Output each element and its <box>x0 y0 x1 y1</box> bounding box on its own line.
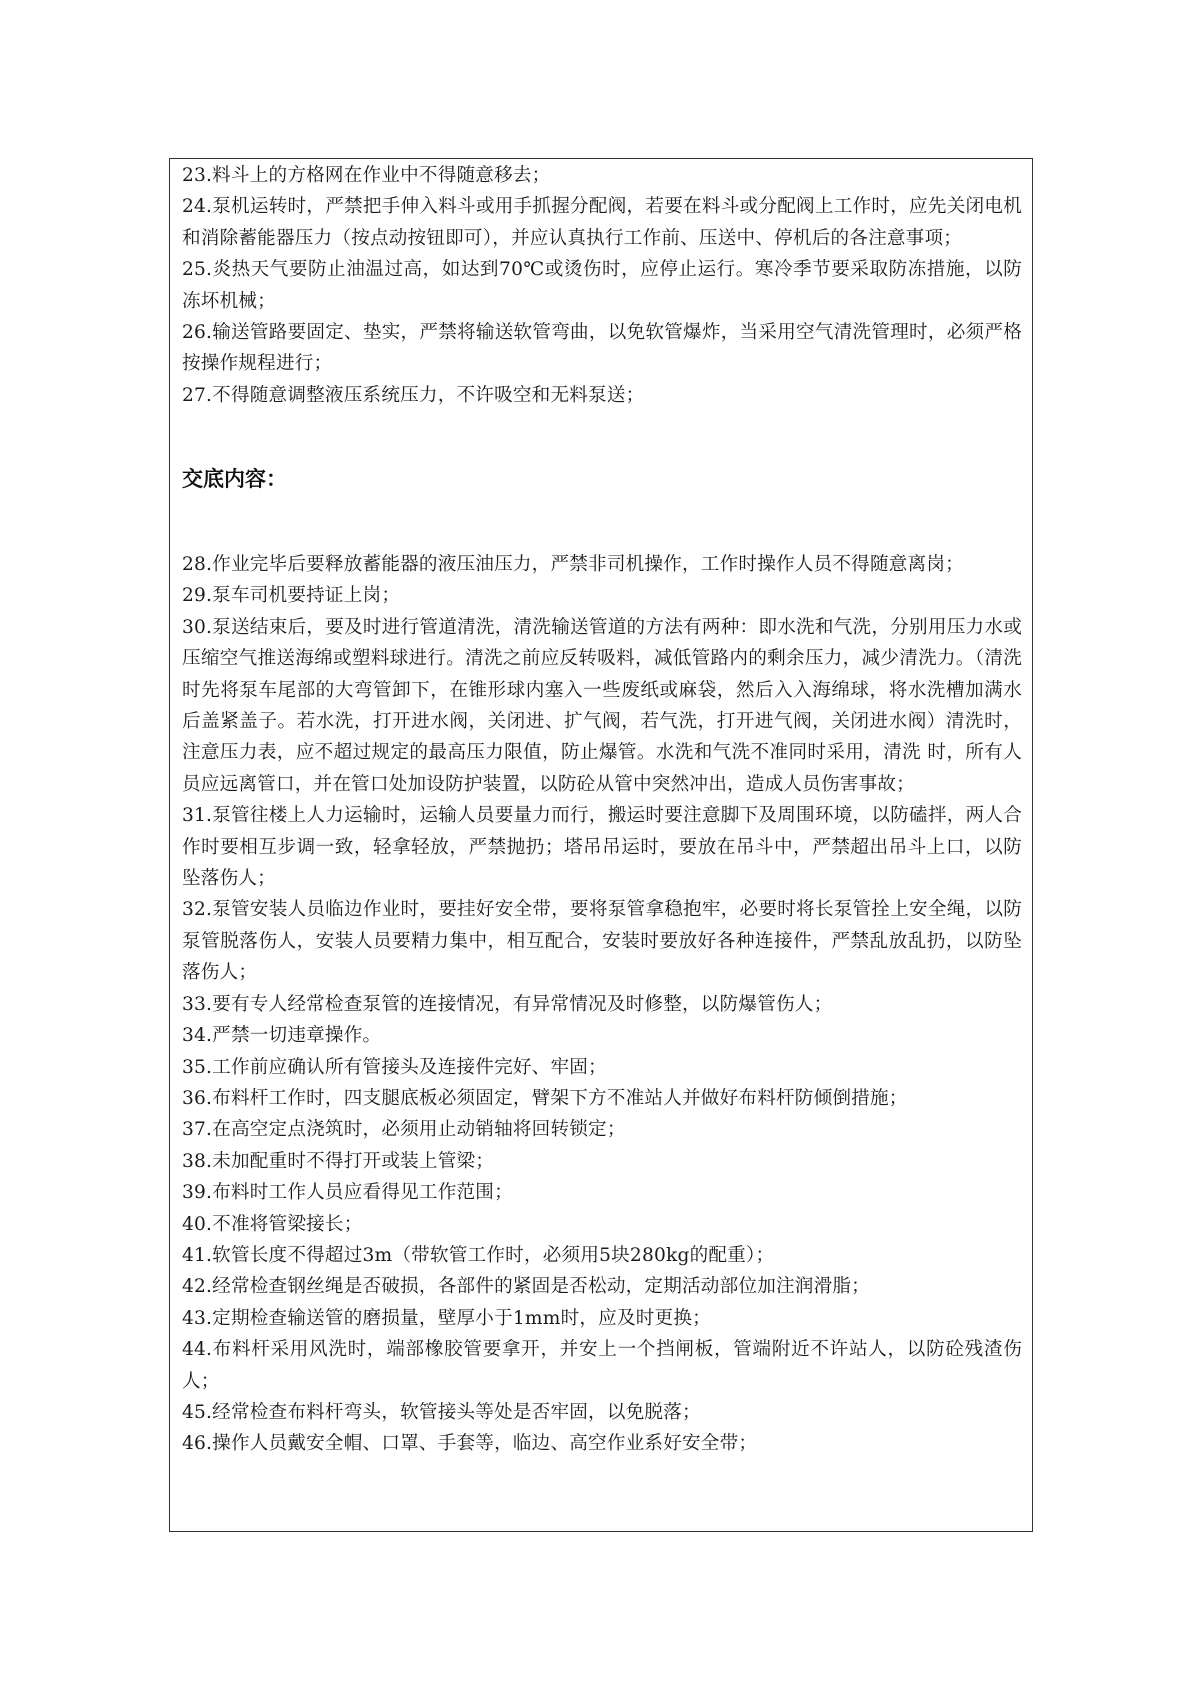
list-item: 30.泵送结束后，要及时进行管道清洗，清洗输送管道的方法有两种：即水洗和气洗，分别用压力水或压缩空气推送海绵或塑料球进行。清洗之前应反转吸料，减低管路内的剩余压力，减少清洗力。（清洗时先将泵车尾部的大弯管卸下，在锥形球内塞入一些废纸或麻袋，然后入入海绵球，将水洗槽加满水后盖紧盖子。若水洗，打开进水阀，关闭进、扩气阀，若气洗，打开进气阀，关闭进水阀）清洗时，注意压力表，应不超过规定的最高压力限值，防止爆管。水洗和气洗不准同时采用，清洗 时，所有人员应远离管口，并在管口处加设防护装置，以防砼从管中突然冲出，造成人员伤害事故； <box>182 616 1022 795</box>
safety-items-top <box>182 160 1022 411</box>
list-item: 29.泵车司机要持证上岗； <box>182 585 401 607</box>
list-item: 28.作业完毕后要释放蓄能器的液压油压力，严禁非司机操作，工作时操作人员不得随意离岗； <box>182 554 964 575</box>
list-item: 35.工作前应确认所有管接头及连接件完好、牢固； <box>182 1056 607 1078</box>
list-item: 44.布料杆采用风洗时，端部橡胶管要拿开，并安上一个挡闸板，管端附近不许站人，以防砼残渣伤人； <box>182 1339 1022 1392</box>
section-heading: 交底内容： <box>182 467 287 491</box>
list-item: 45.经常检查布料杆弯头，软管接头等处是否牢固，以免脱落； <box>182 1401 701 1423</box>
list-item: 36.布料杆工作时，四支腿底板必须固定，臂架下方不准站人并做好布料杆防倾倒措施； <box>182 1087 908 1109</box>
list-item: 25.炎热天气要防止油温过高，如达到70℃或烫伤时，应停止运行。寒冷季节要采取防冻措施，以防冻坏机械； <box>182 259 1022 312</box>
list-item: 46.操作人员戴安全帽、口罩、手套等，临边、高空作业系好安全带； <box>182 1433 758 1455</box>
list-item: 43.定期检查输送管的磨损量，壁厚小于1mm时，应及时更换； <box>182 1307 711 1329</box>
list-item: 34.严禁一切违章操作。 <box>182 1025 382 1047</box>
list-item: 26.输送管路要固定、垫实，严禁将输送软管弯曲，以免软管爆炸，当采用空气清洗管理时，必须严格按操作规程进行； <box>182 322 1022 375</box>
list-item: 27.不得随意调整液压系统压力，不许吸空和无料泵送； <box>182 384 645 406</box>
list-item: 41.软管长度不得超过3m（带软管工作时，必须用5块280kg的配重）； <box>182 1244 775 1266</box>
list-item: 39.布料时工作人员应看得见工作范围； <box>182 1182 513 1204</box>
list-item: 37.在高空定点浇筑时，必须用止动销轴将回转锁定； <box>182 1119 626 1141</box>
list-item: 40.不准将管梁接长； <box>182 1213 363 1235</box>
list-item: 38.未加配重时不得打开或装上管梁； <box>182 1150 495 1172</box>
list-item: 33.要有专人经常检查泵管的连接情况，有异常情况及时修整，以防爆管伤人； <box>182 993 833 1015</box>
list-item: 42.经常检查钢丝绳是否破损，各部件的紧固是否松动，定期活动部位加注润滑脂； <box>182 1276 870 1298</box>
safety-items-bottom <box>182 549 1022 1460</box>
list-item: 24.泵机运转时，严禁把手伸入料斗或用手抓握分配阀，若要在料斗或分配阀上工作时，应先关闭电机和消除蓄能器压力（按点动按钮即可），并应认真执行工作前、压送中、停机后的各注意事项； <box>182 196 1022 249</box>
list-item: 23.料斗上的方格网在作业中不得随意移去； <box>182 165 551 186</box>
list-item: 32.泵管安装人员临边作业时，要挂好安全带，要将泵管拿稳抱牢，必要时将长泵管拴上安全绳，以防泵管脱落伤人，安装人员要精力集中，相互配合，安装时要放好各种连接件，严禁乱放乱扔，以防坠落伤人； <box>182 899 1022 984</box>
list-item: 31.泵管往楼上人力运输时，运输人员要量力而行，搬运时要注意脚下及周围环境，以防磕拌，两人合作时要相互步调一致，轻拿轻放，严禁抛扔；塔吊吊运时，要放在吊斗中，严禁超出吊斗上口，以防坠落伤人； <box>182 805 1022 890</box>
